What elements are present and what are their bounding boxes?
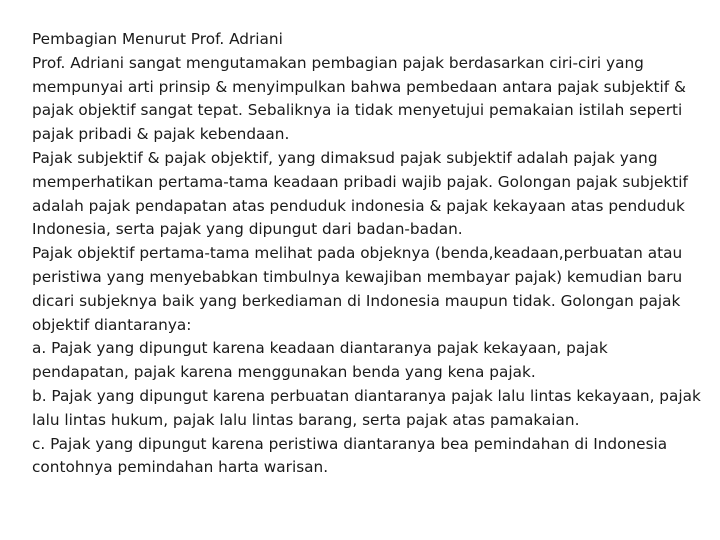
paragraph-subjektif: Pajak subjektif & pajak objektif, yang dimaksud pajak subjektif adalah pajak yang memperhatikan pertama-tama keadaan pribadi wajib pajak. Golongan pajak subjektif adalah pajak pendapatan atas penduduk indonesia & pajak kekayaan atas penduduk Indonesia, serta pajak yang dipungut dari badan-badan. [32,148,688,239]
list-item-c: c. Pajak yang dipungut karena peristiwa diantaranya bea pemindahan di Indonesia contohnya pemindahan harta warisan. [32,434,668,477]
list-item-b: b. Pajak yang dipungut karena perbuatan diantaranya pajak lalu lintas kekayaan, pajak lalu lintas hukum, pajak lalu lintas barang, serta pajak atas pamakaian. [32,386,701,429]
list-item-a: a. Pajak yang dipungut karena keadaan diantaranya pajak kekayaan, pajak pendapatan, pajak karena menggunakan benda yang kena pajak. [32,339,608,382]
page-title: Pembagian Menurut Prof. Adriani [32,30,283,48]
paragraph-intro: Prof. Adriani sangat mengutamakan pembagian pajak berdasarkan ciri-ciri yang mempunyai arti prinsip & menyimpulkan bahwa pembedaan antara pajak subjektif & pajak objektif sangat tepat. Sebaliknya ia tidak menyetujui pemakaian istilah seperti pajak pribadi & pajak kebendaan. [32,53,686,144]
text-block [32,28,702,480]
paragraph-objektif: Pajak objektif pertama-tama melihat pada objeknya (benda,keadaan,perbuatan atau peristiwa yang menyebabkan timbulnya kewajiban membayar pajak) kemudian baru dicari subjeknya baik yang berkediaman di Indonesia maupun tidak. Golongan pajak objektif diantaranya: [32,244,683,334]
